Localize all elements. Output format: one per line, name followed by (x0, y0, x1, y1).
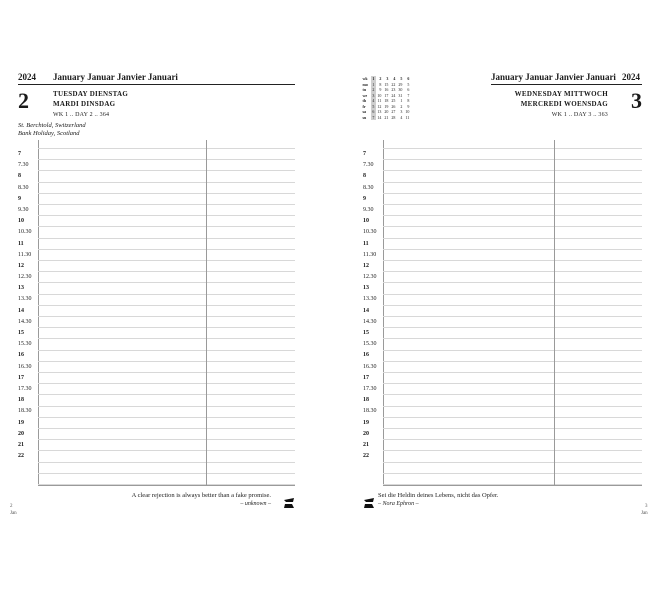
right-grid-line (383, 450, 642, 451)
right-time-label: 19 (363, 419, 369, 426)
right-grid-line (383, 428, 642, 429)
left-holiday-1: St. Berchtold, Switzerland (18, 122, 86, 129)
left-time-label: 11 (18, 240, 24, 247)
left-day-name-1: TUESDAY DIENSTAG (53, 90, 129, 98)
right-grid-line (383, 338, 642, 339)
right-grid-line (383, 148, 642, 149)
mini-calendar-date[interactable]: 21 (384, 114, 389, 120)
left-time-label: 15.30 (18, 341, 32, 348)
mini-calendar-date[interactable]: 11 (405, 114, 410, 120)
right-day-name-2: MERCREDI WOENSDAG (520, 100, 608, 108)
right-grid-line (383, 182, 642, 183)
mini-calendar-date[interactable]: 3 (400, 109, 403, 114)
mini-calendar-date[interactable]: 29 (398, 81, 403, 87)
right-time-label: 10 (363, 218, 369, 225)
right-time-label: 13 (363, 285, 369, 292)
right-time-label: 22 (363, 453, 369, 460)
left-year: 2024 (18, 72, 36, 82)
left-grid-line (38, 350, 295, 351)
right-grid-line (383, 394, 642, 395)
left-logo-icon (282, 496, 296, 513)
mini-calendar-date[interactable]: 28 (391, 114, 396, 120)
mini-calendar-date[interactable]: 24 (391, 92, 396, 98)
right-grid-line (383, 215, 642, 216)
right-time-label: 21 (363, 441, 369, 448)
right-grid-line (383, 282, 642, 283)
right-grid-line (383, 361, 642, 362)
right-day-number: 3 (631, 88, 642, 113)
mini-calendar-date[interactable]: 10 (377, 92, 382, 98)
mini-calendar-header-cell: 6 (407, 76, 410, 81)
mini-calendar-date[interactable]: 2 (400, 103, 403, 109)
right-quote (378, 492, 598, 508)
left-time-label: 10 (18, 218, 24, 225)
left-grid-line (38, 282, 295, 283)
left-day-number: 2 (18, 88, 29, 113)
left-time-label: 10.30 (18, 229, 32, 236)
left-time-label (18, 473, 38, 484)
mini-calendar-date[interactable]: 6 (372, 109, 375, 114)
mini-calendar-header-cell: wk (362, 76, 368, 81)
right-time-label: 10.30 (363, 229, 377, 236)
left-grid-line (38, 473, 295, 474)
mini-calendar-date[interactable]: 20 (384, 109, 389, 114)
right-grid-line (383, 204, 642, 205)
right-quote-text: Sei die Heldin deines Lebens, nicht das Opfer. (378, 492, 499, 499)
left-grid-line (38, 170, 295, 171)
right-grid-line (383, 193, 642, 194)
left-time-label: 17 (18, 374, 24, 381)
left-grid-line (38, 439, 295, 440)
right-time-label: 16 (363, 352, 369, 359)
mini-calendar-date[interactable]: 5 (372, 103, 375, 109)
right-time-label (363, 462, 383, 473)
right-week-info: WK 1 .. DAY 3 .. 363 (551, 112, 608, 118)
left-time-label: 7.30 (18, 162, 29, 169)
right-page-month: Jan (641, 511, 648, 516)
mini-calendar-date[interactable]: 15 (384, 81, 389, 87)
right-grid-line (383, 294, 642, 295)
right-time-label: 13.30 (363, 296, 377, 303)
left-time-label: 12.30 (18, 274, 32, 281)
left-grid-line (38, 260, 295, 261)
left-time-label: 9 (18, 195, 21, 202)
left-grid-line (38, 327, 295, 328)
mini-calendar-day-label: sa (362, 109, 367, 114)
right-time-label: 9 (363, 195, 366, 202)
left-time-label (18, 462, 38, 473)
right-grid-line (383, 484, 642, 485)
right-time-label: 12.30 (363, 274, 377, 281)
mini-calendar-date[interactable]: 25 (391, 98, 396, 103)
right-time-label: 7 (363, 151, 366, 157)
left-quote (60, 492, 271, 508)
right-time-label: 17.30 (363, 385, 377, 392)
right-grid-line (383, 406, 642, 407)
left-grid-line (38, 406, 295, 407)
mini-calendar-date[interactable]: 4 (400, 114, 403, 120)
mini-calendar-date[interactable]: 1 (400, 98, 403, 103)
right-grid-line (383, 271, 642, 272)
left-grid-line (38, 182, 295, 183)
left-time-label: 11.30 (18, 251, 32, 258)
mini-calendar-date[interactable]: 26 (391, 103, 396, 109)
right-grid-line (383, 327, 642, 328)
right-grid-line (383, 226, 642, 227)
left-time-label: 21 (18, 441, 24, 448)
mini-calendar-date[interactable]: 31 (398, 92, 403, 98)
right-logo-icon (362, 496, 376, 513)
right-time-label: 14.30 (363, 318, 377, 325)
right-grid-line (383, 159, 642, 160)
left-grid-line (38, 338, 295, 339)
mini-calendar-header-cell: 5 (400, 76, 403, 81)
mini-calendar-day-label: su (362, 114, 367, 120)
left-grid-line (38, 271, 295, 272)
left-time-label: 16 (18, 352, 24, 359)
left-time-label: 14 (18, 307, 24, 314)
mini-calendar-date[interactable]: 5 (407, 81, 410, 87)
mini-calendar-date[interactable]: 11 (377, 98, 382, 103)
left-schedule-grid[interactable] (38, 140, 295, 486)
mini-calendar-date[interactable]: 27 (391, 109, 396, 114)
left-grid-line (38, 462, 295, 463)
left-quote-text: A clear rejection is always better than a fake promise. (131, 492, 271, 499)
mini-calendar-day-label: th (362, 98, 367, 103)
right-grid-line (383, 383, 642, 384)
mini-calendar-date[interactable]: 12 (377, 103, 382, 109)
left-grid-line (38, 484, 295, 485)
right-time-label: 14 (363, 307, 369, 314)
right-schedule-grid[interactable] (383, 140, 642, 486)
right-time-label: 7.30 (363, 162, 374, 169)
left-time-label: 15 (18, 330, 24, 336)
left-time-label: 13 (18, 285, 24, 292)
right-time-label: 18 (363, 397, 369, 404)
mini-calendar-date[interactable]: 13 (377, 109, 382, 114)
right-time-label: 20 (363, 430, 369, 437)
mini-calendar-day-label: we (362, 92, 368, 98)
left-time-label: 17.30 (18, 385, 32, 392)
mini-calendar-date[interactable]: 17 (384, 92, 389, 98)
left-grid-line (38, 193, 295, 194)
mini-calendar-day-label: tu (362, 87, 367, 92)
right-grid-line (383, 238, 642, 239)
mini-calendar-date[interactable]: 16 (384, 87, 389, 92)
right-time-label: 11 (363, 240, 369, 247)
mini-calendar-day-label: mo (362, 81, 368, 87)
mini-calendar-date[interactable]: 9 (379, 87, 382, 92)
mini-calendar-date[interactable]: 19 (384, 103, 389, 109)
mini-calendar[interactable] (361, 76, 411, 120)
left-column-divider (206, 140, 207, 486)
left-grid-line (38, 316, 295, 317)
left-time-label: 8 (18, 173, 21, 180)
mini-calendar-date[interactable]: 7 (372, 114, 375, 120)
mini-calendar-header-cell: 3 (386, 76, 389, 81)
right-day-name-1: WEDNESDAY MITTWOCH (514, 90, 608, 98)
left-grid-line (38, 383, 295, 384)
mini-calendar-header-cell: 1 (372, 76, 375, 81)
mini-calendar-date[interactable]: 23 (391, 87, 396, 92)
right-grid-line (383, 462, 642, 463)
left-time-label: 18 (18, 397, 24, 404)
left-grid-line (38, 394, 295, 395)
mini-calendar-date[interactable]: 9 (407, 103, 410, 109)
left-grid-line (38, 450, 295, 451)
mini-calendar-date[interactable]: 30 (398, 87, 403, 92)
left-grid-line (38, 361, 295, 362)
right-header-rule (491, 84, 642, 85)
right-time-label: 16.30 (363, 363, 377, 370)
left-time-label: 8.30 (18, 184, 29, 191)
left-grid-line (38, 249, 295, 250)
right-grid-line (383, 170, 642, 171)
left-time-label: 9.30 (18, 206, 29, 213)
mini-calendar-date[interactable]: 7 (407, 92, 410, 98)
right-time-label: 17 (363, 374, 369, 381)
mini-calendar-header-cell: 2 (379, 76, 382, 81)
right-time-label: 18.30 (363, 408, 377, 415)
left-grid-line (38, 294, 295, 295)
right-grid-line (383, 350, 642, 351)
right-page-number: 3 (645, 504, 648, 509)
right-grid-line (383, 417, 642, 418)
left-day-name-2: MARDI DINSDAG (53, 100, 116, 108)
right-time-label: 9.30 (363, 206, 374, 213)
left-grid-line (38, 159, 295, 160)
right-time-label: 8 (363, 173, 366, 180)
mini-calendar-date[interactable]: 1 (372, 81, 375, 87)
right-time-label: 15.30 (363, 341, 377, 348)
left-grid-line (38, 204, 295, 205)
left-grid-line (38, 417, 295, 418)
mini-calendar-header-cell: 4 (393, 76, 396, 81)
left-grid-line (38, 238, 295, 239)
mini-calendar-date[interactable]: 18 (384, 98, 389, 103)
mini-calendar-day-label: fr (362, 103, 366, 109)
mini-calendar-date[interactable]: 8 (407, 98, 410, 103)
mini-calendar-date[interactable]: 14 (377, 114, 382, 120)
right-time-label: 15 (363, 330, 369, 336)
left-grid-line (38, 428, 295, 429)
right-grid-line (383, 249, 642, 250)
right-month-header: January Januar Janvier Januari (491, 72, 616, 82)
left-grid-line (38, 148, 295, 149)
mini-calendar-date[interactable]: 22 (391, 81, 396, 87)
left-time-label: 12 (18, 262, 24, 269)
left-grid-line (38, 372, 295, 373)
right-year: 2024 (622, 72, 640, 82)
right-quote-author: – Nora Ephron – (378, 501, 419, 507)
left-grid-line (38, 215, 295, 216)
left-time-label: 20 (18, 430, 24, 437)
right-time-label (363, 473, 383, 484)
left-time-label: 13.30 (18, 296, 32, 303)
right-grid-line (383, 473, 642, 474)
left-time-label: 16.30 (18, 363, 32, 370)
left-grid-line (38, 226, 295, 227)
left-page-number: 2 (10, 504, 13, 509)
left-time-column (18, 149, 38, 485)
right-time-label: 8.30 (363, 184, 374, 191)
left-time-label: 14.30 (18, 318, 32, 325)
left-quote-author: – unknown – (240, 501, 271, 507)
mini-calendar-date[interactable]: 8 (379, 81, 382, 87)
mini-calendar-date[interactable]: 3 (372, 92, 375, 98)
left-week-info: WK 1 .. DAY 2 .. 364 (53, 112, 110, 118)
right-grid-line (383, 305, 642, 306)
left-time-label: 22 (18, 453, 24, 460)
left-time-label: 19 (18, 419, 24, 426)
right-grid-line (383, 260, 642, 261)
mini-calendar-date[interactable]: 4 (372, 98, 375, 103)
right-grid-line (383, 439, 642, 440)
right-column-divider (554, 140, 555, 486)
left-page-month: Jan (10, 511, 17, 516)
right-time-label: 12 (363, 262, 369, 269)
left-time-label: 18.30 (18, 408, 32, 415)
right-grid-line (383, 316, 642, 317)
left-time-label: 7 (18, 151, 21, 157)
left-header-rule (18, 84, 295, 85)
right-time-column (363, 149, 383, 485)
right-grid-line (383, 372, 642, 373)
left-month-header: January Januar Janvier Januari (53, 72, 178, 82)
mini-calendar-date[interactable]: 10 (405, 109, 410, 114)
left-grid-line (38, 305, 295, 306)
right-time-label: 11.30 (363, 251, 377, 258)
left-holiday-2: Bank Holiday, Scotland (18, 130, 80, 137)
mini-calendar-date[interactable]: 6 (407, 87, 410, 92)
mini-calendar-date[interactable]: 2 (372, 87, 375, 92)
